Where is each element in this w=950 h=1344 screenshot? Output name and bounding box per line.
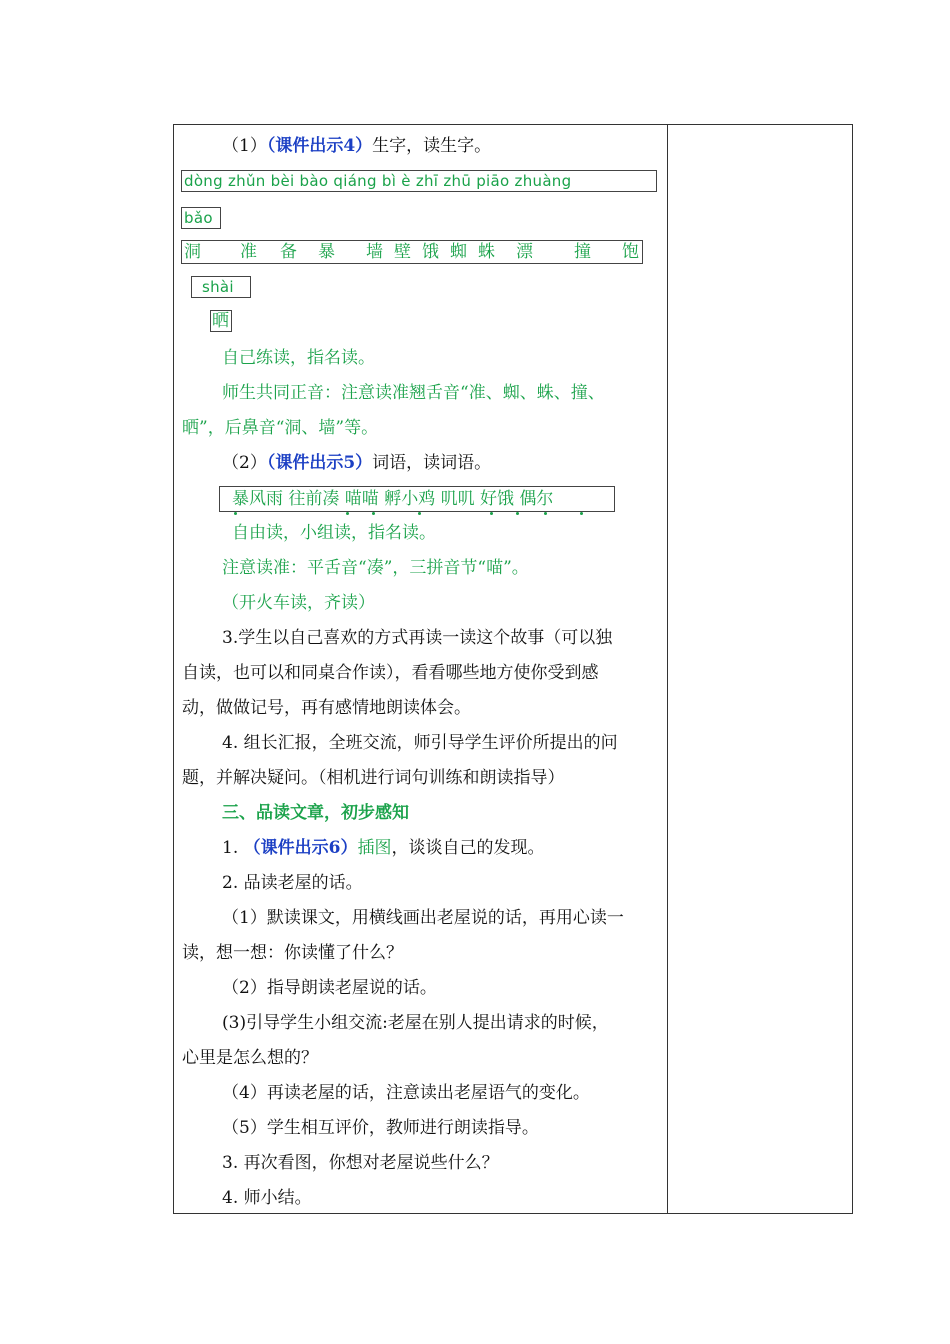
dot: [346, 512, 349, 515]
item-2-sub-4: （4）再读老屋的话，注意读出老屋语气的变化。: [222, 1083, 590, 1103]
item-2-sub-3-line-2: 心里是怎么想的？: [182, 1048, 318, 1068]
char-bao2: 饱: [622, 242, 639, 262]
item-1-number: 1.: [222, 838, 239, 858]
pronunciation-correction-1: 师生共同正音：注意读准翘舌音“准、蜘、蛛、撞、: [222, 383, 605, 403]
char-zhi: 蜘: [450, 242, 467, 262]
char-zhuang: 撞: [574, 242, 591, 262]
train-reading-text: （开火车读，齐读）: [222, 593, 375, 613]
pinyin-bao: bǎo: [181, 207, 221, 229]
step-1-number: （1）: [222, 136, 267, 156]
item-2-sub-2: （2）指导朗读老屋说的话。: [222, 978, 437, 998]
section-3-item-1: [222, 836, 544, 860]
paragraph-4-line-1: 4. 组长汇报，全班交流，师引导学生评价所提出的问: [222, 733, 618, 753]
step-1-text: 生字，读生字。: [372, 136, 492, 156]
self-practice-text: 自己练读，指名读。: [222, 348, 375, 368]
char-zhun: 准: [240, 242, 257, 262]
emphasis-dots: [220, 512, 620, 518]
item-2-sub-1-line-2: 读，想一想：你读懂了什么？: [182, 943, 403, 963]
dot: [234, 512, 237, 515]
pronunciation-note: 注意读准：平舌音“凑”，三拼音节“喵”。: [222, 558, 529, 578]
dot: [516, 512, 519, 515]
step-2-number: （2）: [222, 453, 267, 473]
illustration-word: 插图: [357, 838, 392, 858]
char-e: 饿: [422, 242, 439, 262]
courseware-5-label: （课件出示5）: [266, 453, 373, 473]
courseware-4-label: （课件出示4）: [266, 136, 373, 156]
free-read-text: 自由读，小组读，指名读。: [232, 523, 436, 543]
dot: [544, 512, 547, 515]
paragraph-3-line-2: 自读，也可以和同桌合作读），看看哪些地方使你受到感: [182, 663, 599, 683]
dot: [580, 512, 583, 515]
dot: [418, 512, 421, 515]
dot: [372, 512, 375, 515]
column-divider: [667, 124, 668, 1214]
pinyin-row: dòng zhǔn bèi bào qiáng bì è zhī zhū piāo zhuàng: [181, 170, 657, 192]
pronunciation-correction-2: 晒”，后鼻音“洞、墙”等。: [182, 418, 379, 438]
char-qiang: 墙: [366, 242, 383, 262]
char-bi: 壁: [394, 242, 411, 262]
item-2-sub-1-line-1: （1）默读课文，用横线画出老屋说的话，再用心读一: [222, 908, 624, 928]
paragraph-4-line-2: 题，并解决疑问。（相机进行词句训练和朗读指导）: [182, 768, 565, 788]
item-1-text: ，谈谈自己的发现。: [391, 838, 545, 858]
paragraph-3-line-1: 3.学生以自己喜欢的方式再读一读这个故事（可以独: [222, 628, 613, 648]
item-2-sub-5: （5）学生相互评价，教师进行朗读指导。: [222, 1118, 539, 1138]
section-3-heading: 三、品读文章，初步感知: [222, 803, 409, 823]
courseware-6-label: （课件出示6）: [243, 838, 358, 858]
word-row: 暴风雨 往前凑 喵喵 孵小鸡 叽叽 好饿 偶尔: [219, 486, 615, 512]
step-2-text: 词语，读词语。: [372, 453, 492, 473]
char-zhu: 蛛: [478, 242, 495, 262]
char-bei: 备: [280, 242, 297, 262]
char-shai: 晒: [210, 310, 232, 332]
paragraph-3-line-3: 动，做做记号，再有感情地朗读体会。: [182, 698, 471, 718]
character-row: [181, 240, 643, 264]
char-piao: 漂: [516, 242, 533, 262]
step-2-line: [222, 451, 491, 475]
char-dong: 洞: [184, 242, 201, 262]
dot: [490, 512, 493, 515]
step-1-line: [222, 134, 491, 158]
section-3-item-4: 4. 师小结。: [222, 1188, 312, 1208]
item-2-sub-3-line-1: (3)引导学生小组交流:老屋在别人提出请求的时候，: [222, 1013, 609, 1033]
pinyin-shai: shài: [191, 276, 251, 298]
section-3-item-3: 3. 再次看图，你想对老屋说些什么？: [222, 1153, 499, 1173]
char-bao: 暴: [318, 242, 335, 262]
section-3-item-2: 2. 品读老屋的话。: [222, 873, 363, 893]
